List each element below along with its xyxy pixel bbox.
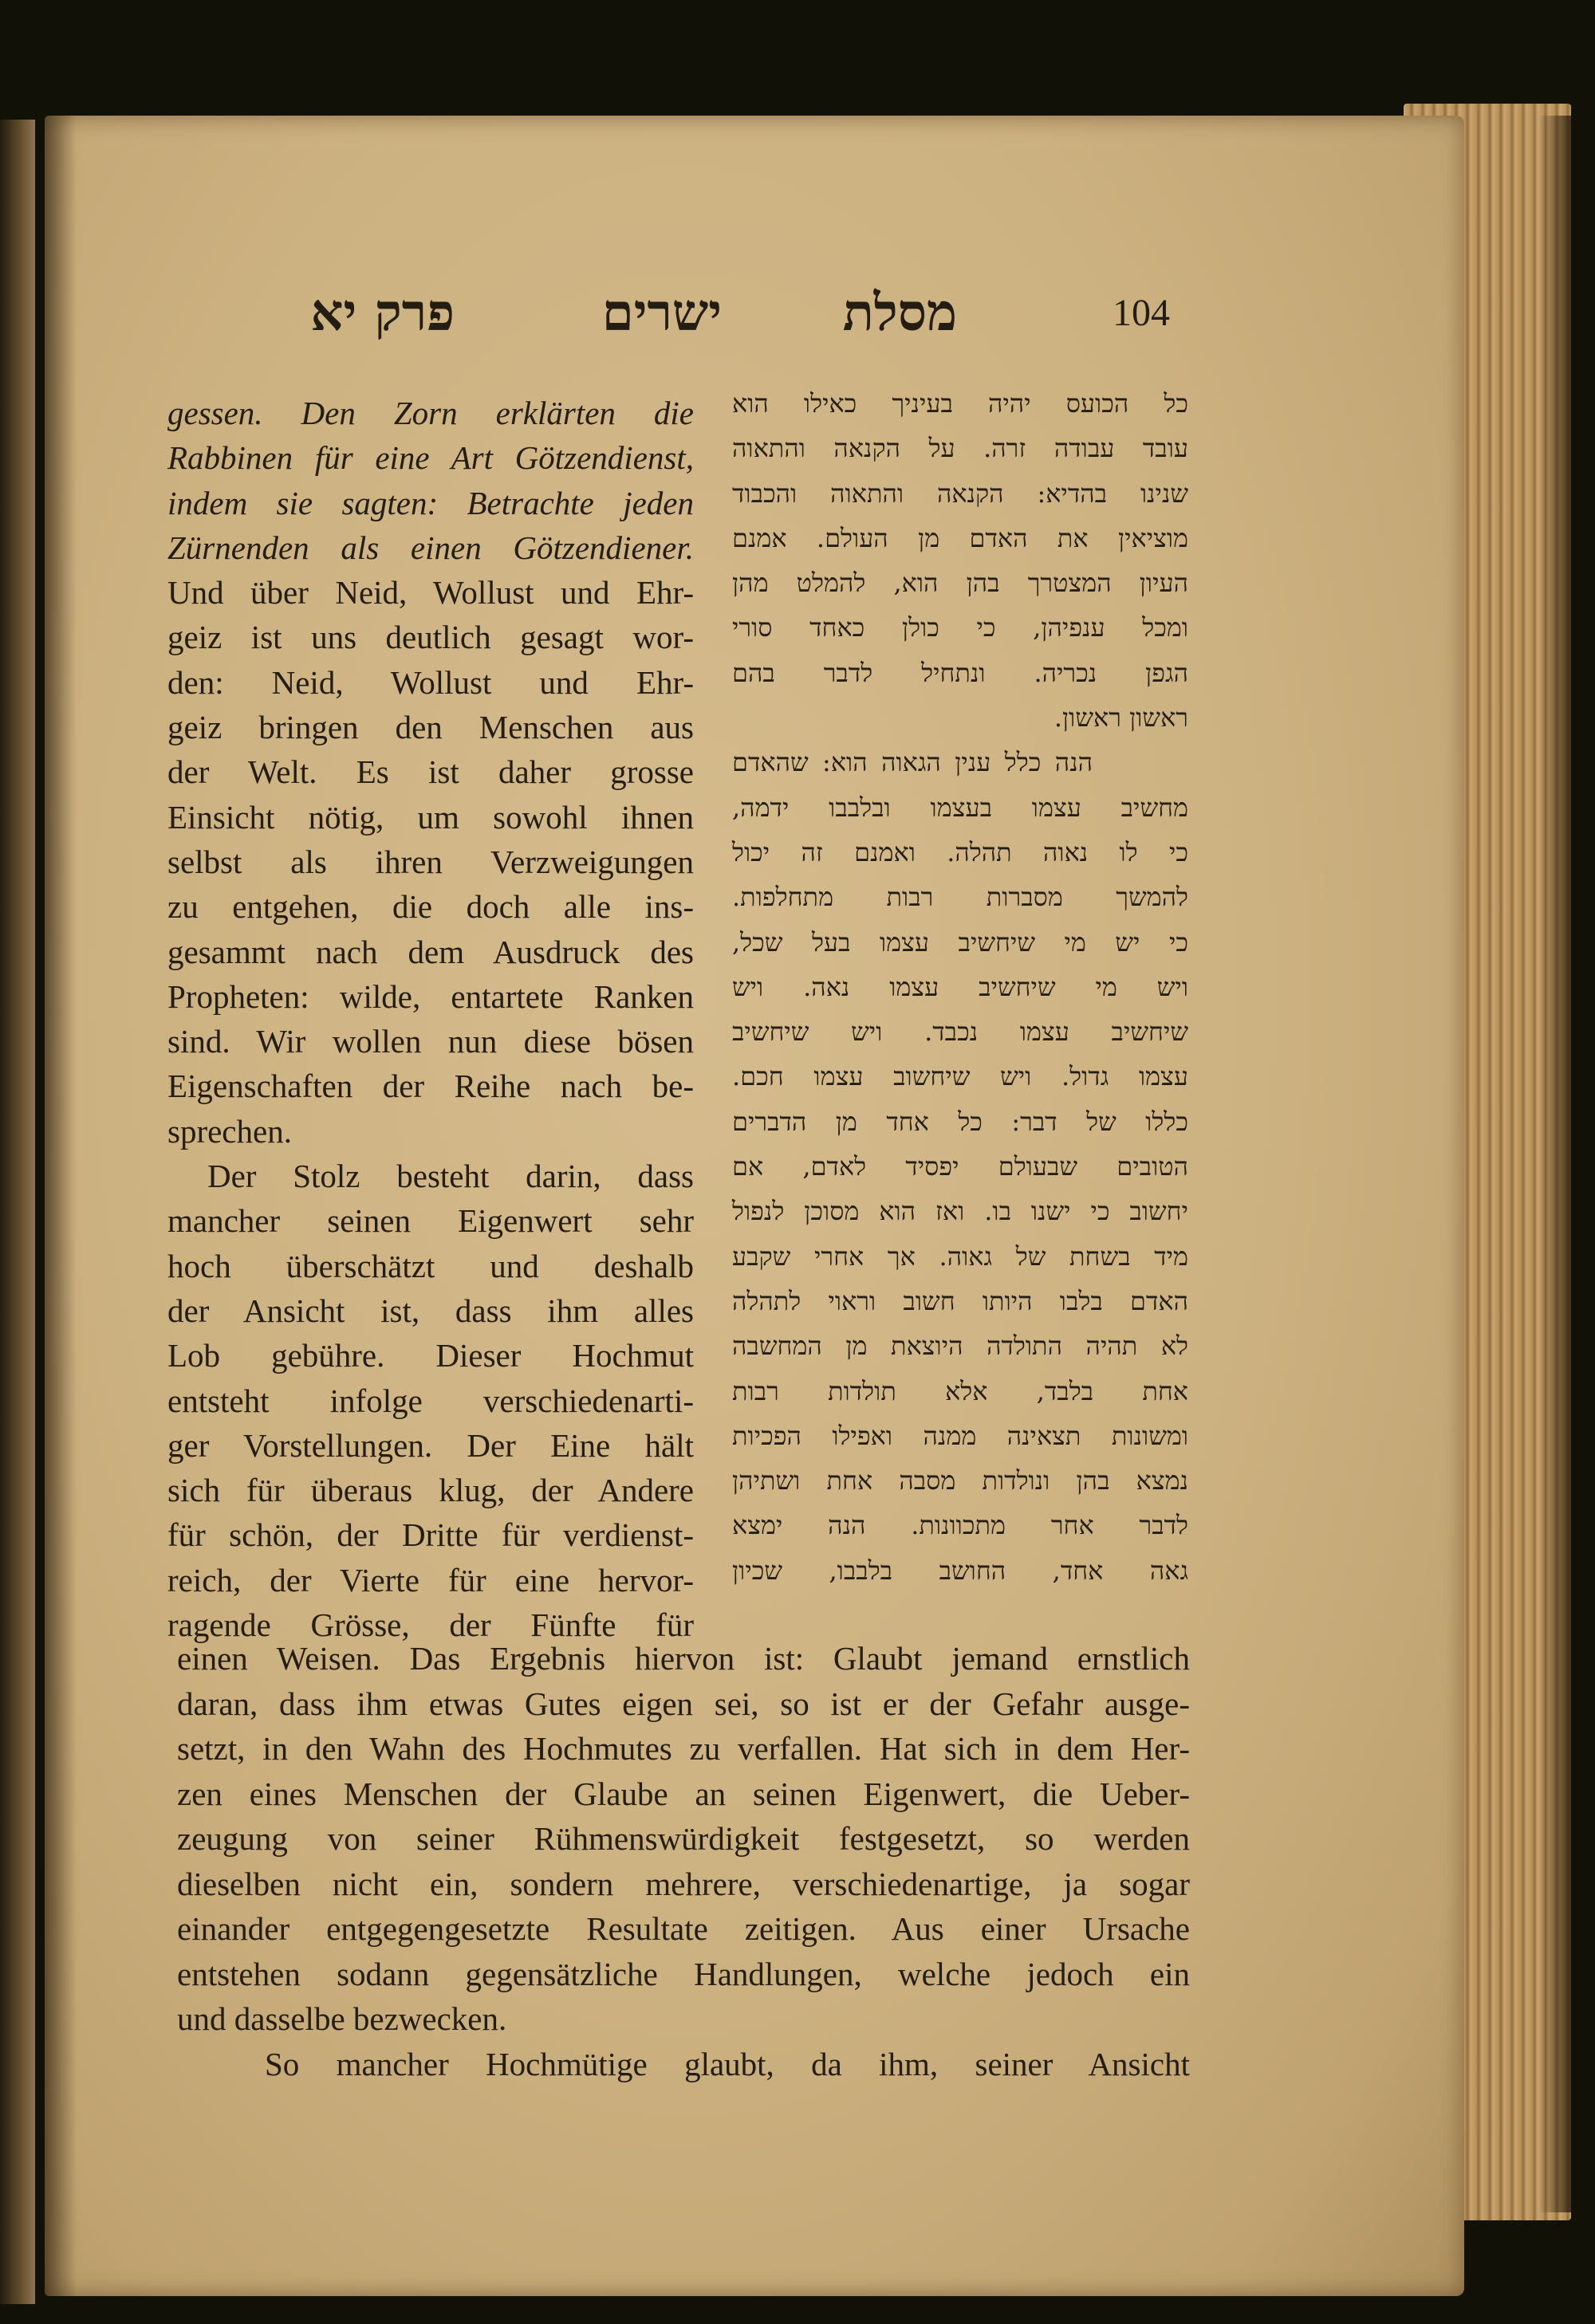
german-text-line: hoch überschätzt und deshalb <box>167 1247 694 1284</box>
full-width-text-line: daran, dass ihm etwas Gutes eigen sei, so ist er der Gefahr ausge- <box>177 1685 1190 1722</box>
hebrew-text-line: יחשוב כי ישנו בו. ואז הוא מסוכן לנפול <box>732 1196 1188 1227</box>
hebrew-text-column <box>732 381 1188 1593</box>
hebrew-text-line: שנינו בהדיא: הקנאה והתאוה והכבוד <box>732 478 1188 509</box>
hebrew-text-line: ומכל ענפיהן, כי כולן כאחד סורי <box>732 612 1188 643</box>
german-text-line: geiz bringen den Menschen aus <box>167 709 694 746</box>
german-text-line: Und über Neid, Wollust und Ehr- <box>167 574 694 611</box>
hebrew-text-line: ומשונות תצאינה ממנה ואפילו הפכיות <box>732 1420 1188 1451</box>
hebrew-text-line: שיחשיב עצמו נכבד. ויש שיחשיב <box>732 1017 1188 1048</box>
german-text-line: für schön, der Dritte für verdienst- <box>167 1516 694 1554</box>
german-text-line: indem sie sagten: Betrachte jeden <box>167 484 694 521</box>
running-chapter-label: פרק יא <box>310 283 455 343</box>
previous-page-edge <box>0 120 35 2304</box>
hebrew-text-line: מיד בשחת של גאוה. אך אחרי שקבע <box>732 1241 1188 1272</box>
german-text-line: Rabbinen für eine Art Götzendienst, <box>167 439 694 477</box>
hebrew-text-line: מוציאין את האדם מן העולם. אמנם <box>732 522 1188 553</box>
german-translation-column <box>167 391 694 1647</box>
hebrew-text-line: לדבר אחר מתכוונות. הנה ימצא <box>732 1510 1188 1541</box>
german-text-line: mancher seinen Eigenwert sehr <box>167 1202 694 1240</box>
hebrew-text-line: עובד עבודה זרה. על הקנאה והתאוה <box>732 433 1188 464</box>
hebrew-text-line: עצמו גדול. ויש שיחשוב עצמו חכם. <box>732 1061 1188 1092</box>
full-width-text-line: einen Weisen. Das Ergebnis hiervon ist: Glaubt jemand ernstlich <box>177 1640 1190 1677</box>
hebrew-text-line: ראשון ראשון. <box>1053 702 1188 733</box>
german-text-line: entsteht infolge verschiedenarti- <box>167 1382 694 1419</box>
full-width-text-line: zeugung von seiner Rühmenswürdigkeit festgesetzt, so werden <box>177 1820 1190 1857</box>
hebrew-text-line: גאה אחד, החושב בלבבו, שכיון <box>732 1555 1188 1586</box>
german-text-line: sprechen. <box>167 1112 292 1150</box>
hebrew-text-line: הטובים שבעולם יפסיד לאדם, אם <box>732 1151 1188 1182</box>
german-text-line: Der Stolz besteht darin, dass <box>207 1158 694 1195</box>
german-text-line: Einsicht nötig, um sowohl ihnen <box>167 798 694 836</box>
german-text-line: ragende Grösse, der Fünfte für <box>167 1606 694 1644</box>
german-text-line: sind. Wir wollen nun diese bösen <box>167 1023 694 1060</box>
full-width-text-line: setzt, in den Wahn des Hochmutes zu verfallen. Hat sich in dem Her- <box>177 1730 1190 1767</box>
german-text-line: gessen. Den Zorn erklärten die <box>167 395 694 431</box>
german-text-line: Lob gebühre. Dieser Hochmut <box>167 1337 694 1374</box>
german-text-line: Propheten: wilde, entartete Ranken <box>167 977 694 1015</box>
hebrew-text-line: נמצא בהן ונולדות מסבה אחת ושתיהן <box>732 1465 1188 1496</box>
hebrew-text-line: להמשך מסברות רבות מתחלפות. <box>732 882 1188 913</box>
hebrew-text-line: כי לו נאוה תהלה. ואמנם זה יכול <box>732 836 1188 867</box>
german-text-line: Eigenschaften der Reihe nach be- <box>167 1068 694 1105</box>
full-width-text-line: dieselben nicht ein, sondern mehrere, verschiedenartige, ja sogar <box>177 1865 1190 1902</box>
german-text-line: reich, der Vierte für eine hervor- <box>167 1561 694 1598</box>
german-text-line: sich für überaus klug, der Andere <box>167 1472 694 1509</box>
running-title-word-2: ישרים <box>601 283 722 343</box>
full-width-text-line: zen eines Menschen der Glaube an seinen Eigenwert, die Ueber- <box>177 1775 1190 1812</box>
page-stack-shadow <box>1539 116 1571 2212</box>
german-text-line: der Welt. Es ist daher grosse <box>167 753 694 791</box>
hebrew-text-line: אחת בלבד, אלא תולדות רבות <box>732 1375 1188 1406</box>
german-text-line: geiz ist uns deutlich gesagt wor- <box>167 619 694 656</box>
german-text-line: der Ansicht ist, dass ihm alles <box>167 1292 694 1329</box>
full-width-text-line: und dasselbe bezwecken. <box>177 2000 507 2037</box>
hebrew-text-line: כללו של דבר: כל אחד מן הדברים <box>732 1106 1188 1137</box>
hebrew-text-line: הגפן נכריה. ונתחיל לדבר בהם <box>732 657 1188 688</box>
german-full-width-text <box>177 1636 1190 2086</box>
full-width-text-line: entstehen sodann gegensätzliche Handlungen, welche jedoch ein <box>177 1955 1190 1992</box>
german-text-line: Zürnenden als einen Götzendiener. <box>167 529 694 566</box>
hebrew-text-line: מחשיב עצמו בעצמו ובלבבו ידמה, <box>732 792 1188 823</box>
german-text-line: selbst als ihren Verzweigungen <box>167 843 694 880</box>
full-width-text-line: einander entgegengesetzte Resultate zeitigen. Aus einer Ursache <box>177 1910 1190 1947</box>
hebrew-text-line: האדם בלבו היותו חשוב וראוי לתהלה <box>732 1285 1188 1316</box>
german-text-line: zu entgehen, die doch alle ins- <box>167 888 694 926</box>
hebrew-text-line: הנה כלל ענין הגאוה הוא: שהאדם <box>732 747 1093 778</box>
hebrew-text-line: כל הכועס יהיה בעיניך כאילו הוא <box>732 388 1188 419</box>
page-number: 104 <box>1113 292 1170 334</box>
full-width-text-line: So mancher Hochmütige glaubt, da ihm, seiner Ansicht <box>265 2045 1190 2082</box>
german-text-line: den: Neid, Wollust und Ehr- <box>167 663 694 701</box>
page-gutter-shadow <box>45 116 77 2296</box>
german-text-line: gesammt nach dem Ausdruck des <box>167 933 694 970</box>
hebrew-text-line: כי יש מי שיחשיב עצמו בעל שכל, <box>732 926 1188 958</box>
hebrew-text-line: לא תהיה התולדה היוצאת מן המחשבה <box>732 1331 1188 1362</box>
hebrew-text-line: ויש מי שיחשיב עצמו נאה. ויש <box>732 971 1188 1002</box>
hebrew-text-line: העיון המצטרך בהן הוא, להמלט מהן <box>732 568 1188 599</box>
running-title-word-1: מסלת <box>842 283 957 343</box>
german-text-line: ger Vorstellungen. Der Eine hält <box>167 1426 694 1464</box>
